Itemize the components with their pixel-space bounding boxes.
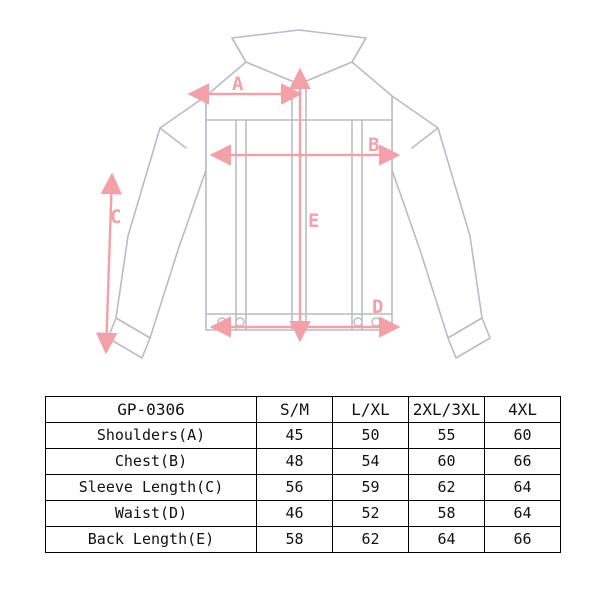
table-row xyxy=(46,501,561,527)
cell-back-sm: 58 xyxy=(257,527,333,553)
rivet-left-2 xyxy=(236,318,244,326)
measure-label-a: A xyxy=(232,73,244,95)
table-row xyxy=(46,423,561,449)
row-label-waist: Waist(D) xyxy=(46,501,257,527)
cell-shoulders-2xl3xl: 55 xyxy=(409,423,485,449)
left-sleeve xyxy=(116,96,206,338)
cell-shoulders-4xl: 60 xyxy=(485,423,561,449)
cell-sleeve-4xl: 64 xyxy=(485,475,561,501)
table-row xyxy=(46,475,561,501)
rivet-right-1 xyxy=(354,318,362,326)
measure-label-c: C xyxy=(110,206,122,228)
cell-shoulders-sm: 45 xyxy=(257,423,333,449)
cell-chest-2xl3xl: 60 xyxy=(409,449,485,475)
cell-shoulders-lxl: 50 xyxy=(333,423,409,449)
row-label-shoulders: Shoulders(A) xyxy=(46,423,257,449)
cell-waist-4xl: 64 xyxy=(485,501,561,527)
cell-waist-2xl3xl: 58 xyxy=(409,501,485,527)
style-code-cell: GP-0306 xyxy=(46,397,257,423)
cell-back-4xl: 66 xyxy=(485,527,561,553)
cell-waist-lxl: 52 xyxy=(333,501,409,527)
cell-chest-sm: 48 xyxy=(257,449,333,475)
size-header-4: 4XL xyxy=(485,397,561,423)
rivet-right-2 xyxy=(372,318,380,326)
cell-sleeve-sm: 56 xyxy=(257,475,333,501)
cell-sleeve-2xl3xl: 62 xyxy=(409,475,485,501)
measure-label-e: E xyxy=(308,210,320,232)
size-header-3: 2XL/3XL xyxy=(409,397,485,423)
measure-line-c xyxy=(106,175,112,352)
cell-chest-lxl: 54 xyxy=(333,449,409,475)
cell-chest-4xl: 66 xyxy=(485,449,561,475)
right-sleeve xyxy=(392,96,482,338)
row-label-back-length: Back Length(E) xyxy=(46,527,257,553)
measure-label-b: B xyxy=(368,134,380,156)
cell-back-2xl3xl: 64 xyxy=(409,527,485,553)
size-header-1: S/M xyxy=(257,397,333,423)
table-row xyxy=(46,527,561,553)
measure-label-d: D xyxy=(372,296,384,318)
row-label-sleeve-length: Sleeve Length(C) xyxy=(46,475,257,501)
size-table xyxy=(45,396,561,553)
row-label-chest: Chest(B) xyxy=(46,449,257,475)
rivet-left-1 xyxy=(218,318,226,326)
size-header-2: L/XL xyxy=(333,397,409,423)
table-row xyxy=(46,449,561,475)
cell-sleeve-lxl: 59 xyxy=(333,475,409,501)
table-header-row xyxy=(46,397,561,423)
cell-back-lxl: 62 xyxy=(333,527,409,553)
cell-waist-sm: 46 xyxy=(257,501,333,527)
